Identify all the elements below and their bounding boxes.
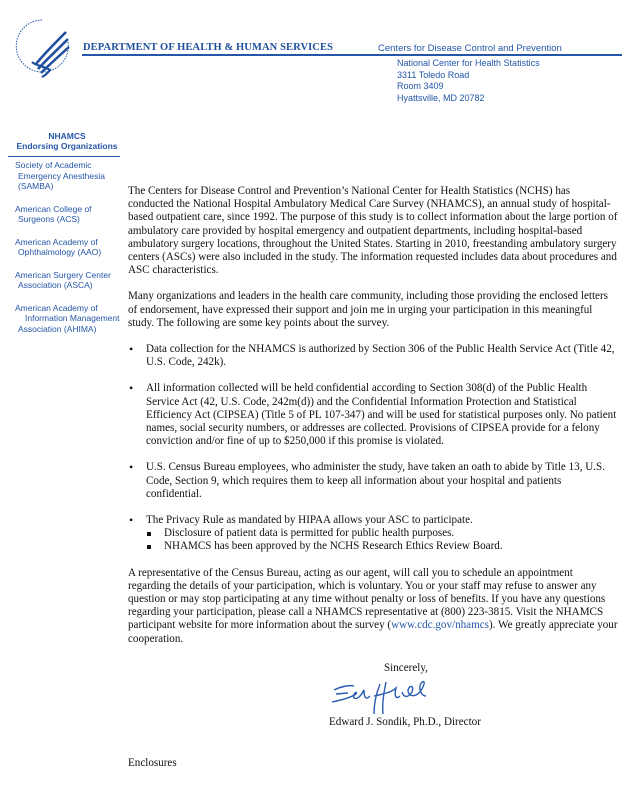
- organization-aao: [8, 237, 120, 258]
- org-line: Emergency Anesthesia: [18, 170, 105, 181]
- organization-ahima: [8, 303, 120, 335]
- organization-asca: [8, 270, 120, 291]
- signer-name: Edward J. Sondik, Ph.D., Director: [329, 716, 481, 728]
- contact-text: ). We greatly appreciate your cooperation.: [128, 619, 618, 645]
- address-line: National Center for Health Statistics: [397, 58, 540, 68]
- org-line: Association (AHIMA): [18, 323, 97, 334]
- org-line: American Academy of: [15, 302, 98, 313]
- sidebar-title-line: Endorsing Organizations: [16, 141, 118, 151]
- key-point: [128, 514, 618, 554]
- org-line: Ophthalmology (AAO): [18, 247, 102, 257]
- sidebar-divider: [8, 156, 120, 157]
- org-line: Surgeons (ACS): [18, 214, 80, 224]
- letter-body: [128, 185, 618, 659]
- key-point: [128, 343, 618, 369]
- key-point: [128, 461, 618, 501]
- org-line: American Surgery Center: [15, 269, 111, 280]
- hhs-seal-logo: [14, 14, 76, 80]
- signature: [328, 676, 448, 716]
- sidebar-title: [8, 131, 120, 151]
- header-divider: [82, 54, 622, 56]
- key-point-text: Data collection for the NHAMCS is authorized by Section 306 of the Public Health Service Act (Title 42, U.S. Code, 242k).: [146, 343, 615, 369]
- handwritten-signature-icon: [328, 676, 448, 716]
- address-line: Room 3409: [397, 81, 444, 91]
- contact-text: A representative of the Census Bureau, acting as our agent, will call you to schedule an appointment regarding the details of your participation, which is voluntary. You or your staff may refuse to answer any question or may stop participating at any time without penalty or loss of benefits. If you have any questions regarding your participation, please call a NHAMCS representative at (800) 223-3815. Visit the NHAMCS participant website for more information about the survey (: [128, 566, 606, 632]
- nhamcs-website-link[interactable]: www.cdc.gov/nhamcs: [391, 619, 489, 632]
- sub-point: NHAMCS has been approved by the NCHS Research Ethics Review Board.: [146, 540, 618, 553]
- organization-acs: [8, 204, 120, 225]
- intro-paragraph: The Centers for Disease Control and Prevention’s National Center for Health Statistics (NCHS) has conducted the National Hospital Ambulatory Medical Care Survey (NHAMCS), an annual study of hospital-based outpatient care, since 1992. The purpose of this study is to collect information about the large portion of ambulatory care provided by hospital emergency and outpatient departments, including hospital-based ambulatory surgery locations, throughout the United States. Starting in 2010, freestanding ambulatory surgery centers (ASCs) were also included in the study. The information requested includes data about procedures and ASC characteristics.: [128, 185, 618, 277]
- org-line: American Academy of: [15, 236, 98, 247]
- org-line: Society of Academic: [15, 160, 92, 170]
- department-title: DEPARTMENT OF HEALTH & HUMAN SERVICES: [83, 42, 334, 53]
- enclosures-note: Enclosures: [128, 757, 177, 769]
- agency-title: Centers for Disease Control and Prevention: [378, 43, 562, 54]
- org-line: American College of: [15, 203, 92, 214]
- key-point: [128, 382, 618, 448]
- return-address: [397, 58, 540, 104]
- contact-paragraph: [128, 567, 618, 646]
- hhs-eagle-seal-icon: [14, 14, 76, 80]
- sidebar-title-line: NHAMCS: [48, 131, 86, 141]
- sub-points-list: [146, 527, 618, 553]
- organization-samba: [8, 160, 120, 192]
- sub-point: Disclosure of patient data is permitted for public health purposes.: [146, 527, 618, 540]
- address-line: 3311 Toledo Road: [397, 69, 470, 80]
- org-line: (SAMBA): [18, 181, 54, 191]
- key-point-text: The Privacy Rule as mandated by HIPAA allows your ASC to participate.: [146, 514, 473, 527]
- key-points-list: [128, 343, 618, 554]
- closing: Sincerely,: [384, 662, 428, 674]
- endorsing-organizations-sidebar: [8, 131, 120, 346]
- key-point-text: U.S. Census Bureau employees, who administer the study, have taken an oath to abide by Title 13, U.S. Code, Section 9, which requires them to keep all information about your hospital and patients confidential.: [146, 461, 605, 500]
- key-point-text: All information collected will be held confidential according to Section 308(d) of the Public Health Service Act (42, U.S. Code, 242m(d)) and the Confidential Information Protection and Statistical Efficiency Act (CIPSEA) (Title 5 of PL 107-347) and will be used for statistical purposes only. No patient names, social security numbers, or addresses are collected. Provisions of CIPSEA provide for a felony conviction and/or fine of up to $250,000 if this promise is violated.: [146, 382, 617, 448]
- org-line: Information Management: [25, 313, 120, 323]
- support-paragraph: Many organizations and leaders in the health care community, including those providing the enclosed letters of endorsement, have expressed their support and join me in urging your participation in this meaningful study. The following are some key points about the survey.: [128, 290, 608, 329]
- address-line: Hyattsville, MD 20782: [397, 92, 485, 103]
- org-line: Association (ASCA): [18, 280, 93, 290]
